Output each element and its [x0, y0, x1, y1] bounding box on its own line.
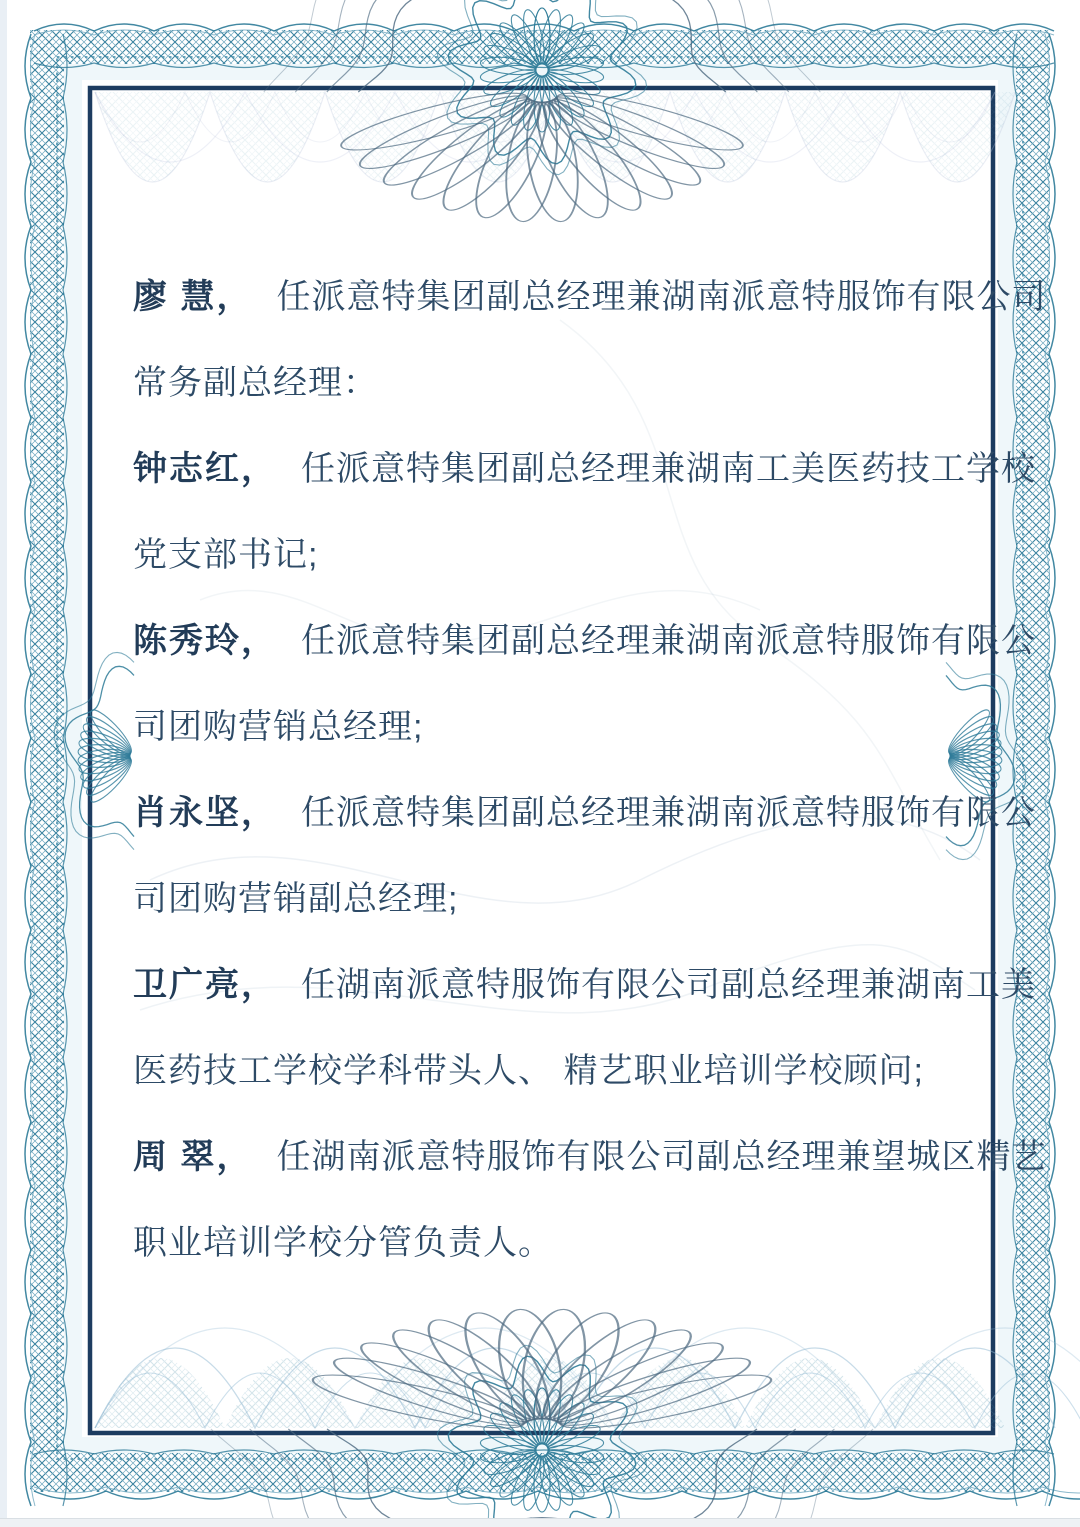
- line-text: 司团购营销总经理;: [133, 708, 424, 746]
- text-line: [133, 1114, 1047, 1200]
- line-text: 司团购营销副总经理;: [133, 880, 459, 918]
- line-text: 常务副总经理：: [133, 364, 378, 402]
- line-text: 任湖南派意特服饰有限公司副总经理兼湖南工美: [301, 966, 1036, 1004]
- photo-edge-left: [0, 0, 7, 1527]
- bottom-hills-ornament: [95, 1328, 1080, 1428]
- person-name: 陈秀玲，: [133, 622, 277, 660]
- person-name: 钟志红，: [133, 450, 277, 488]
- person-name: 廖 慧，: [133, 278, 253, 316]
- text-line: [133, 254, 1047, 340]
- text-line: [133, 1200, 979, 1286]
- text-line: [133, 512, 979, 598]
- photo-edge-bottom: [0, 1518, 1080, 1527]
- text-line: [133, 856, 979, 942]
- line-text: 职业培训学校分管负责人。: [133, 1224, 553, 1262]
- text-line: [133, 340, 979, 426]
- line-text: 任派意特集团副总经理兼湖南工美医药技工学校: [301, 450, 1036, 488]
- line-text: 任派意特集团副总经理兼湖南派意特服饰有限公: [301, 622, 1036, 660]
- line-text: 医药技工学校学科带头人、 精艺职业培训学校顾问;: [133, 1052, 924, 1090]
- text-line: [133, 770, 1036, 856]
- line-text: 任派意特集团副总经理兼湖南派意特服饰有限公司: [276, 278, 1047, 316]
- text-line: [133, 1028, 979, 1114]
- appointment-text-block: [133, 254, 1047, 1286]
- person-name: 卫广亮，: [133, 966, 277, 1004]
- line-text: 任湖南派意特服饰有限公司副总经理兼望城区精艺: [276, 1138, 1047, 1176]
- text-line: [133, 942, 1036, 1028]
- text-line: [133, 684, 979, 770]
- line-text: 党支部书记;: [133, 536, 319, 574]
- text-line: [133, 426, 1036, 512]
- line-text: 任派意特集团副总经理兼湖南派意特服饰有限公: [301, 794, 1036, 832]
- person-name: 周 翠，: [133, 1138, 253, 1176]
- person-name: 肖永坚，: [133, 794, 277, 832]
- text-line: [133, 598, 1036, 684]
